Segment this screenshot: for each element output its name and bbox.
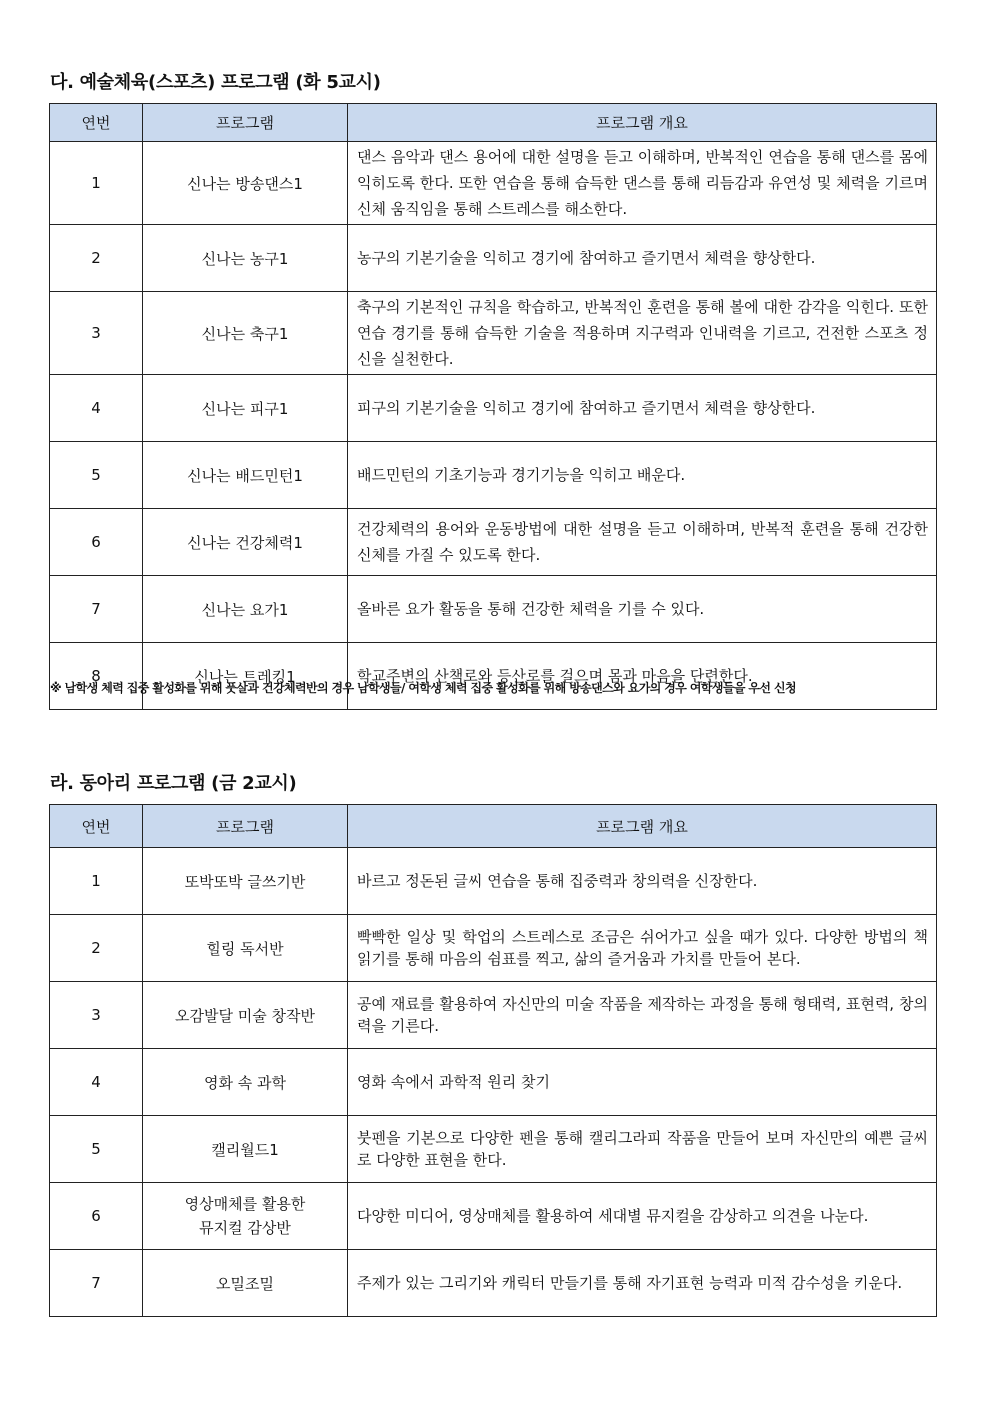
program-summary: 올바른 요가 활동을 통해 건강한 체력을 기를 수 있다.	[348, 576, 937, 643]
program-name: 신나는 트레킹1	[143, 643, 348, 710]
table-row	[50, 1116, 937, 1183]
table-header-row	[50, 805, 937, 848]
table-row	[50, 1183, 937, 1250]
row-number: 6	[50, 509, 143, 576]
program-summary: 붓펜을 기본으로 다양한 펜을 통해 캘리그라피 작품을 만들어 보며 자신만의 예쁜 글씨로 다양한 표현을 한다.	[348, 1116, 937, 1183]
table-row	[50, 848, 937, 915]
program-summary: 학교주변의 산책로와 등산로를 걸으며 몸과 마음을 단련한다.	[348, 643, 937, 710]
header-program: 프로그램	[143, 104, 348, 142]
row-number: 7	[50, 576, 143, 643]
program-name: 오밀조밀	[143, 1250, 348, 1317]
table-row	[50, 442, 937, 509]
program-name: 힐링 독서반	[143, 915, 348, 982]
program-name: 신나는 요가1	[143, 576, 348, 643]
table-header-row	[50, 104, 937, 142]
program-summary: 축구의 기본적인 규칙을 학습하고, 반복적인 훈련을 통해 볼에 대한 감각을 익힌다. 또한 연습 경기를 통해 습득한 기술을 적용하며 지구력과 인내력을 기르고, 건전한 스포츠 정신을 실천한다.	[348, 292, 937, 375]
program-summary: 영화 속에서 과학적 원리 찾기	[348, 1049, 937, 1116]
row-number: 5	[50, 442, 143, 509]
program-summary: 피구의 기본기술을 익히고 경기에 참여하고 즐기면서 체력을 향상한다.	[348, 375, 937, 442]
row-number: 5	[50, 1116, 143, 1183]
program-summary: 공예 재료를 활용하여 자신만의 미술 작품을 제작하는 과정을 통해 형태력, 표현력, 창의력을 기른다.	[348, 982, 937, 1049]
table-row	[50, 643, 937, 710]
program-name: 신나는 방송댄스1	[143, 142, 348, 225]
header-program: 프로그램	[143, 805, 348, 848]
program-summary: 바르고 정돈된 글씨 연습을 통해 집중력과 창의력을 신장한다.	[348, 848, 937, 915]
table-row	[50, 915, 937, 982]
row-number: 2	[50, 915, 143, 982]
row-number: 2	[50, 225, 143, 292]
table-row	[50, 1049, 937, 1116]
program-name	[143, 1183, 348, 1250]
row-number: 4	[50, 1049, 143, 1116]
program-name: 신나는 배드민턴1	[143, 442, 348, 509]
program-summary: 댄스 음악과 댄스 용어에 대한 설명을 듣고 이해하며, 반복적인 연습을 통해 댄스를 몸에 익히도록 한다. 또한 연습을 통해 습득한 댄스를 통해 리듬감과 유연성 및 체력을 기르며 신체 움직임을 통해 스트레스를 해소한다.	[348, 142, 937, 225]
row-number: 3	[50, 982, 143, 1049]
row-number: 3	[50, 292, 143, 375]
header-number: 연번	[50, 805, 143, 848]
row-number: 4	[50, 375, 143, 442]
program-name: 신나는 농구1	[143, 225, 348, 292]
club-program-table	[49, 804, 937, 1317]
table-row	[50, 982, 937, 1049]
program-name-line: 뮤지컬 감상반	[199, 1219, 291, 1237]
program-summary: 다양한 미디어, 영상매체를 활용하여 세대별 뮤지컬을 감상하고 의견을 나눈다.	[348, 1183, 937, 1250]
table-row	[50, 375, 937, 442]
enrollment-note: ※ 남학생 체력 집중 활성화를 위해 풋살과 건강체력반의 경우 남학생들/ 여학생 체력 집중 활성화를 위해 방송댄스와 요가의 경우 여학생들을 우선 신청	[50, 681, 796, 695]
program-name: 신나는 피구1	[143, 375, 348, 442]
table-row	[50, 292, 937, 375]
row-number: 1	[50, 142, 143, 225]
header-number: 연번	[50, 104, 143, 142]
program-summary: 배드민턴의 기초기능과 경기기능을 익히고 배운다.	[348, 442, 937, 509]
table-row	[50, 509, 937, 576]
row-number: 8	[50, 643, 143, 710]
program-summary: 건강체력의 용어와 운동방법에 대한 설명을 듣고 이해하며, 반복적 훈련을 통해 건강한 신체를 가질 수 있도록 한다.	[348, 509, 937, 576]
table-row	[50, 225, 937, 292]
table-row	[50, 1250, 937, 1317]
row-number: 7	[50, 1250, 143, 1317]
program-name-line: 영상매체를 활용한	[184, 1195, 306, 1213]
program-summary: 빡빡한 일상 및 학업의 스트레스로 조금은 쉬어가고 싶을 때가 있다. 다양한 방법의 책 읽기를 통해 마음의 쉼표를 찍고, 삶의 즐거움과 가치를 만들어 본다.	[348, 915, 937, 982]
header-summary: 프로그램 개요	[348, 104, 937, 142]
section-title-club: 라. 동아리 프로그램 (금 2교시)	[50, 773, 297, 794]
header-summary: 프로그램 개요	[348, 805, 937, 848]
program-name: 캘리월드1	[143, 1116, 348, 1183]
section-title-arts-sports: 다. 예술체육(스포츠) 프로그램 (화 5교시)	[50, 72, 381, 93]
program-name: 영화 속 과학	[143, 1049, 348, 1116]
program-summary: 주제가 있는 그리기와 캐릭터 만들기를 통해 자기표현 능력과 미적 감수성을 키운다.	[348, 1250, 937, 1317]
arts-sports-program-table	[49, 103, 937, 710]
table-row	[50, 142, 937, 225]
program-name: 오감발달 미술 창작반	[143, 982, 348, 1049]
row-number: 1	[50, 848, 143, 915]
table-row	[50, 576, 937, 643]
program-name: 신나는 축구1	[143, 292, 348, 375]
program-summary: 농구의 기본기술을 익히고 경기에 참여하고 즐기면서 체력을 향상한다.	[348, 225, 937, 292]
row-number: 6	[50, 1183, 143, 1250]
program-name: 신나는 건강체력1	[143, 509, 348, 576]
program-name: 또박또박 글쓰기반	[143, 848, 348, 915]
